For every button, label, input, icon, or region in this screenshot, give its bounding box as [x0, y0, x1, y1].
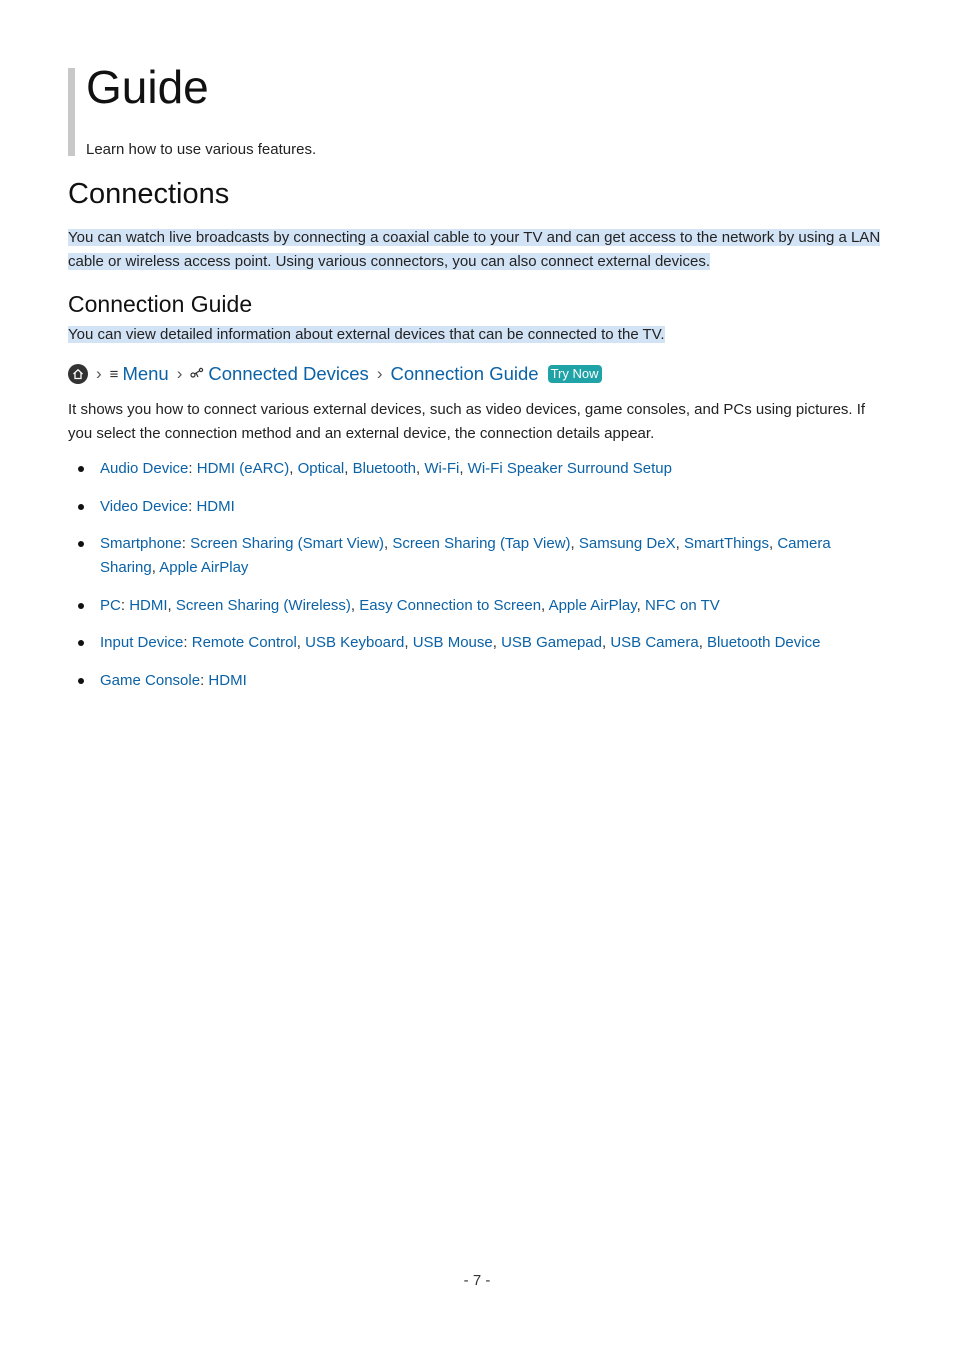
- section-intro: [68, 226, 886, 274]
- device-category[interactable]: Input Device: [100, 634, 184, 651]
- comma-separator: ,: [344, 460, 353, 477]
- connected-devices-icon: [190, 366, 204, 382]
- section-intro-text: You can watch live broadcasts by connecting a coaxial cable to your TV and can get access to the network by using a LAN cable or wireless access point. Using various connectors, you can also connect external devices.: [68, 229, 881, 271]
- breadcrumb-connection-guide[interactable]: Connection Guide: [390, 363, 539, 384]
- device-link[interactable]: Samsung DeX: [578, 535, 676, 552]
- comma-separator: ,: [636, 596, 646, 614]
- device-link[interactable]: NFC on TV: [645, 596, 720, 614]
- comma-separator: ,: [698, 634, 708, 651]
- comma-separator: ,: [416, 460, 425, 477]
- device-link[interactable]: Optical: [297, 460, 345, 477]
- device-link[interactable]: HDMI (eARC): [196, 460, 290, 477]
- chevron-right-icon: ›: [96, 364, 102, 383]
- device-list: [68, 457, 886, 693]
- list-item: [68, 457, 886, 481]
- device-link[interactable]: Easy Connection to Screen: [359, 596, 542, 614]
- page-number: - 7 -: [463, 1272, 491, 1289]
- device-category[interactable]: Smartphone: [100, 535, 182, 552]
- breadcrumb-connected-devices[interactable]: Connected Devices: [208, 363, 369, 384]
- colon-separator: :: [200, 671, 209, 689]
- breadcrumb-menu[interactable]: Menu: [122, 363, 169, 384]
- device-link[interactable]: SmartThings: [683, 535, 769, 552]
- device-link[interactable]: Screen Sharing (Tap View): [392, 535, 571, 552]
- comma-separator: ,: [570, 535, 579, 552]
- list-item: [68, 594, 886, 618]
- device-link[interactable]: HDMI: [196, 497, 235, 515]
- device-category[interactable]: Game Console: [100, 671, 201, 689]
- device-link[interactable]: USB Keyboard: [305, 634, 405, 651]
- comma-separator: ,: [404, 634, 413, 651]
- device-link[interactable]: Bluetooth Device: [707, 634, 821, 651]
- colon-separator: :: [181, 535, 191, 552]
- chevron-right-icon: ›: [176, 364, 183, 383]
- device-category[interactable]: Audio Device: [100, 460, 189, 477]
- chapter-bar: [68, 68, 75, 156]
- list-item: [68, 669, 886, 693]
- list-item: [68, 532, 886, 580]
- list-item: [68, 631, 886, 655]
- device-link[interactable]: HDMI: [129, 596, 168, 614]
- list-item: [68, 495, 886, 519]
- device-link[interactable]: Apple AirPlay: [159, 559, 249, 576]
- device-link[interactable]: USB Mouse: [412, 634, 493, 651]
- device-link[interactable]: HDMI: [208, 671, 247, 689]
- chapter-title: Guide: [86, 61, 209, 113]
- device-category[interactable]: PC: [100, 596, 121, 614]
- body-text: It shows you how to connect various external devices, such as video devices, game consoles, and PCs using pictures. If you select the connection method and an external device, the connection details appear.: [68, 401, 866, 442]
- device-link[interactable]: USB Camera: [610, 634, 699, 651]
- comma-separator: ,: [350, 596, 360, 614]
- section-title: Connections: [68, 178, 230, 210]
- device-link[interactable]: Wi-Fi Speaker Surround Setup: [467, 460, 672, 477]
- subsection-intro: [68, 324, 886, 346]
- chevron-right-icon: ›: [376, 364, 383, 383]
- subsection-title: Connection Guide: [68, 291, 253, 318]
- chapter-subtitle: Learn how to use various features.: [86, 141, 317, 158]
- colon-separator: :: [188, 497, 197, 515]
- comma-separator: ,: [459, 460, 468, 477]
- comma-separator: ,: [675, 535, 684, 552]
- device-link[interactable]: Camera Sharing: [100, 535, 831, 576]
- device-link[interactable]: Screen Sharing (Smart View): [190, 535, 385, 552]
- main-content: [68, 176, 886, 706]
- comma-separator: ,: [384, 535, 393, 552]
- device-link[interactable]: Wi-Fi: [424, 460, 460, 477]
- device-link[interactable]: Remote Control: [191, 634, 297, 651]
- device-link[interactable]: Screen Sharing (Wireless): [175, 596, 351, 614]
- subsection-intro-text: You can view detailed information about external devices that can be connected to the TV.: [68, 326, 665, 343]
- comma-separator: ,: [768, 535, 778, 552]
- comma-separator: ,: [151, 559, 160, 576]
- comma-separator: ,: [601, 634, 611, 651]
- menu-icon: ≡: [109, 365, 119, 383]
- colon-separator: :: [183, 634, 192, 651]
- comma-separator: ,: [492, 634, 502, 651]
- breadcrumb: [68, 360, 886, 388]
- device-link[interactable]: USB Gamepad: [501, 634, 602, 651]
- comma-separator: ,: [541, 596, 549, 614]
- home-icon[interactable]: [68, 364, 88, 384]
- colon-separator: :: [188, 460, 197, 477]
- device-link[interactable]: Apple AirPlay: [548, 596, 637, 614]
- colon-separator: :: [120, 596, 130, 614]
- comma-separator: ,: [296, 634, 306, 651]
- device-link[interactable]: Bluetooth: [352, 460, 416, 477]
- comma-separator: ,: [289, 460, 298, 477]
- comma-separator: ,: [167, 596, 176, 614]
- try-now-button[interactable]: Try Now: [548, 365, 602, 383]
- device-category[interactable]: Video Device: [100, 497, 189, 515]
